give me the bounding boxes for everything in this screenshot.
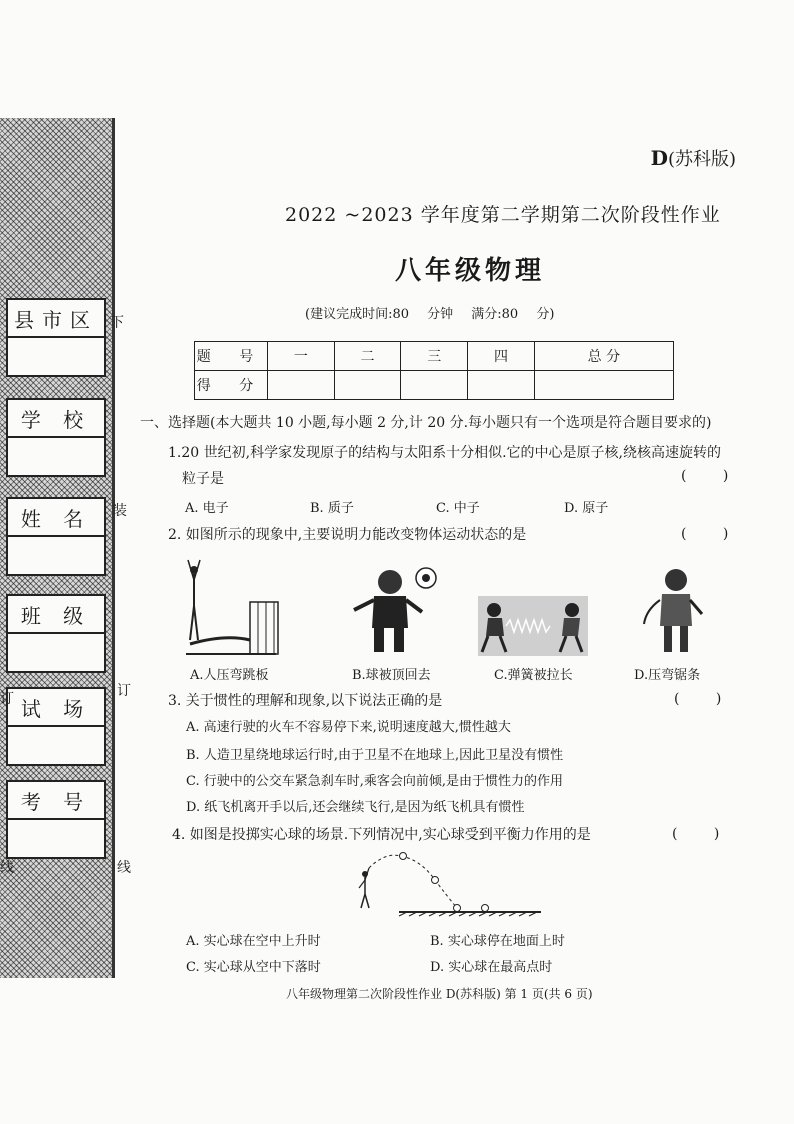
score-input[interactable] bbox=[468, 371, 535, 400]
field-exam-number[interactable] bbox=[6, 780, 106, 859]
field-label: 姓 名 bbox=[8, 499, 104, 537]
table-cell: 总 分 bbox=[534, 342, 673, 371]
edition-letter: D bbox=[650, 146, 668, 170]
score-input[interactable] bbox=[334, 371, 401, 400]
edition-label bbox=[651, 145, 736, 171]
binding-char: 线 bbox=[117, 860, 131, 876]
table-cell: 四 bbox=[468, 342, 535, 371]
field-county[interactable] bbox=[6, 298, 106, 377]
table-cell: 题 号 bbox=[195, 342, 268, 371]
table-cell: 三 bbox=[401, 342, 468, 371]
answer-blank[interactable]: ( ) bbox=[681, 468, 745, 484]
figure-caption: D.压弯锯条 bbox=[634, 668, 701, 683]
option[interactable]: C. 行驶中的公交车紧急刹车时,乘客会向前倾,是由于惯性力的作用 bbox=[186, 774, 564, 789]
binding-char: 订 bbox=[117, 683, 131, 699]
score-input[interactable] bbox=[534, 371, 673, 400]
binding-char: 下 bbox=[110, 315, 124, 331]
score-input[interactable] bbox=[401, 371, 468, 400]
field-exam-room[interactable] bbox=[6, 687, 106, 766]
answer-blank[interactable]: ( ) bbox=[674, 691, 738, 707]
option[interactable]: D. 纸飞机离开手以后,还会继续飞行,是因为纸飞机具有惯性 bbox=[186, 800, 525, 815]
edition-suffix: (苏科版) bbox=[667, 149, 736, 170]
option[interactable]: D. 原子 bbox=[564, 501, 609, 516]
q1-stem-cont: 粒子是 bbox=[182, 471, 224, 487]
q2-stem: 2. 如图所示的现象中,主要说明力能改变物体运动状态的是 bbox=[168, 527, 527, 543]
edge-char: 订 bbox=[0, 691, 14, 707]
springboard-illustration bbox=[180, 556, 290, 660]
field-label: 试 场 bbox=[8, 689, 104, 727]
option[interactable]: B. 人造卫星绕地球运行时,由于卫星不在地球上,因此卫星没有惯性 bbox=[186, 748, 564, 763]
page-title: 2022 ~2023 学年度第二学期第二次阶段性作业 bbox=[285, 204, 721, 226]
page-footer: 八年级物理第二次阶段性作业 D(苏科版) 第 1 页(共 6 页) bbox=[286, 987, 593, 1001]
table-cell: 得 分 bbox=[195, 371, 268, 400]
section-heading: 一、选择题(本大题共 10 小题,每小题 2 分,计 20 分.每小题只有一个选项是符合题目要求的) bbox=[140, 415, 712, 431]
option[interactable]: C. 实心球从空中下落时 bbox=[186, 960, 321, 975]
field-school[interactable] bbox=[6, 398, 106, 477]
option[interactable]: D. 实心球在最高点时 bbox=[430, 960, 553, 975]
q4-stem: 4. 如图是投掷实心球的场景.下列情况中,实心球受到平衡力作用的是 bbox=[172, 827, 591, 843]
header-ball-illustration bbox=[348, 566, 438, 658]
binding-line bbox=[112, 118, 115, 978]
answer-blank[interactable]: ( ) bbox=[672, 826, 736, 842]
figure-caption: A.人压弯跳板 bbox=[190, 668, 269, 683]
q1-stem: 1.20 世纪初,科学家发现原子的结构与太阳系十分相似.它的中心是原子核,绕核高速旋转的 bbox=[168, 445, 721, 461]
field-class[interactable] bbox=[6, 594, 106, 673]
field-name[interactable] bbox=[6, 497, 106, 576]
option[interactable]: B. 实心球停在地面上时 bbox=[430, 934, 565, 949]
option[interactable]: A. 高速行驶的火车不容易停下来,说明速度越大,惯性越大 bbox=[186, 720, 511, 735]
figure-caption: B.球被顶回去 bbox=[352, 668, 431, 683]
option[interactable]: A. 电子 bbox=[185, 501, 229, 516]
table-cell: 一 bbox=[268, 342, 335, 371]
binding-char: 装 bbox=[113, 503, 127, 519]
field-label: 班 级 bbox=[8, 596, 104, 634]
shot-put-illustration bbox=[355, 850, 545, 920]
figure-caption: C.弹簧被拉长 bbox=[494, 668, 573, 683]
option[interactable]: C. 中子 bbox=[436, 501, 480, 516]
field-label: 学 校 bbox=[8, 400, 104, 438]
table-cell: 二 bbox=[334, 342, 401, 371]
answer-blank[interactable]: ( ) bbox=[681, 526, 745, 542]
spring-illustration bbox=[478, 596, 588, 656]
exam-meta: (建议完成时间:80 分钟 满分:80 分) bbox=[305, 307, 555, 322]
edge-char: 线 bbox=[0, 860, 14, 876]
table-row bbox=[195, 342, 674, 371]
table-row bbox=[195, 371, 674, 400]
subject-title: 八年级物理 bbox=[395, 256, 546, 286]
option[interactable]: A. 实心球在空中上升时 bbox=[186, 934, 321, 949]
saw-blade-illustration bbox=[640, 566, 710, 660]
option[interactable]: B. 质子 bbox=[310, 501, 354, 516]
score-table bbox=[194, 341, 674, 400]
q3-stem: 3. 关于惯性的理解和现象,以下说法正确的是 bbox=[168, 693, 443, 709]
score-input[interactable] bbox=[268, 371, 335, 400]
field-label: 考 号 bbox=[8, 782, 104, 820]
field-label: 县市区 bbox=[8, 300, 104, 338]
